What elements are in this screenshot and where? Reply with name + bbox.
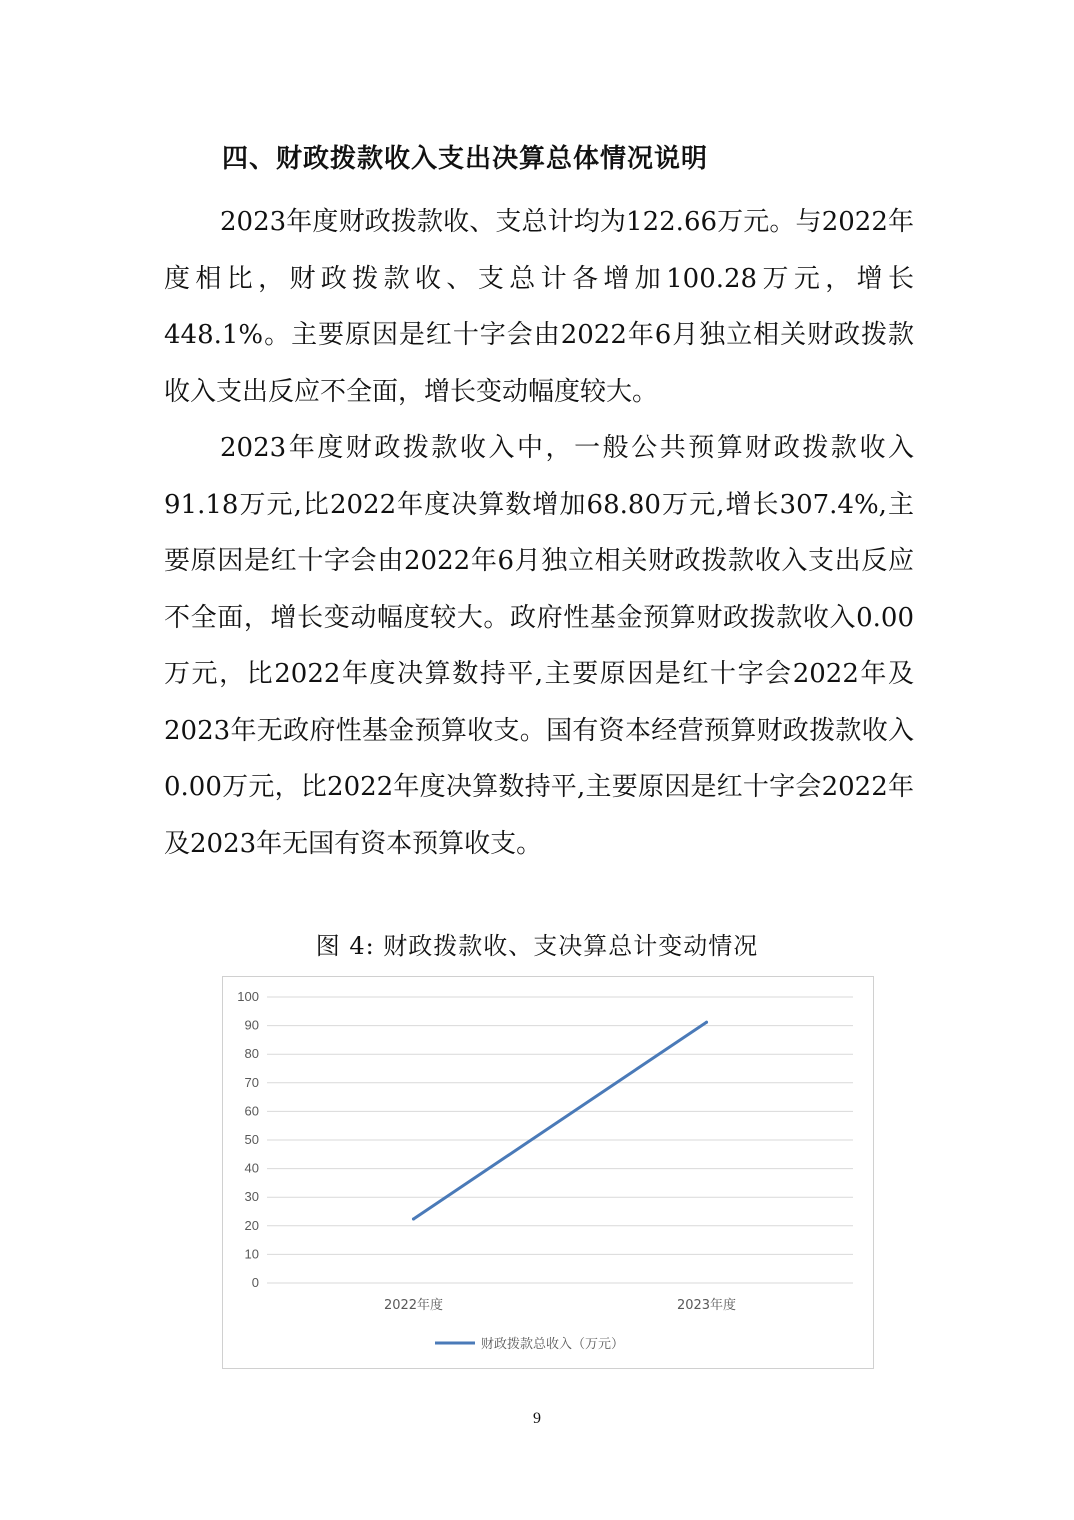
y-tick-label-0: 0 (251, 1275, 259, 1290)
y-tick-label-80: 80 (244, 1046, 259, 1062)
y-tick-label-50: 50 (244, 1132, 259, 1147)
series-line-0 (414, 1022, 707, 1219)
y-tick-label-30: 30 (244, 1189, 259, 1205)
y-tick-label-60: 60 (244, 1103, 259, 1119)
data-point-0-1 (705, 1021, 708, 1024)
y-tick-label-20: 20 (244, 1217, 259, 1233)
line-chart (222, 976, 874, 1369)
x-tick-label-0: 2022年度 (383, 1298, 444, 1313)
page-number: 9 (533, 1410, 541, 1427)
y-tick-label-90: 90 (244, 1017, 259, 1033)
figure-caption: 图 4: 财政拨款收、支决算总计变动情况 (315, 932, 759, 960)
paragraph-2: 2023年度财政拨款收入中，一般公共预算财政拨款收入91.18万元,比2022年度决算数增加68.80万元,增长307.4%,主要原因是红十字会由2022年6月独立相关财政拨款收入支出反应不全面，增长变动幅度较大。政府性基金预算财政拨款收入0.00万元，比2022年度决算数持平,主要原因是红十字会2022年及2023年无政府性基金预算收支。国有资本经营预算财政拨款收入0.00万元，比2022年度决算数持平,主要原因是红十字会2022年及2023年无国有资本预算收支。 (164, 433, 914, 859)
y-tick-label-70: 70 (244, 1074, 259, 1090)
y-tick-label-100: 100 (237, 989, 259, 1004)
legend-label-0: 财政拨款总收入（万元） (481, 1337, 625, 1352)
section-body (164, 194, 914, 872)
y-tick-label-10: 10 (244, 1246, 259, 1262)
paragraph-1: 2023年度财政拨款收、支总计均为122.66万元。与2022年度相比，财政拨款收、支总计各增加100.28万元，增长448.1%。主要原因是红十字会由2022年6月独立相关财政拨款收入支出反应不全面，增长变动幅度较大。 (164, 207, 914, 407)
section-heading: 四、财政拨款收入支出决算总体情况说明 (222, 144, 709, 174)
chart-svg (223, 977, 873, 1368)
data-point-0-0 (412, 1217, 415, 1220)
y-tick-label-40: 40 (244, 1160, 259, 1176)
x-tick-label-1: 2023年度 (676, 1298, 737, 1313)
